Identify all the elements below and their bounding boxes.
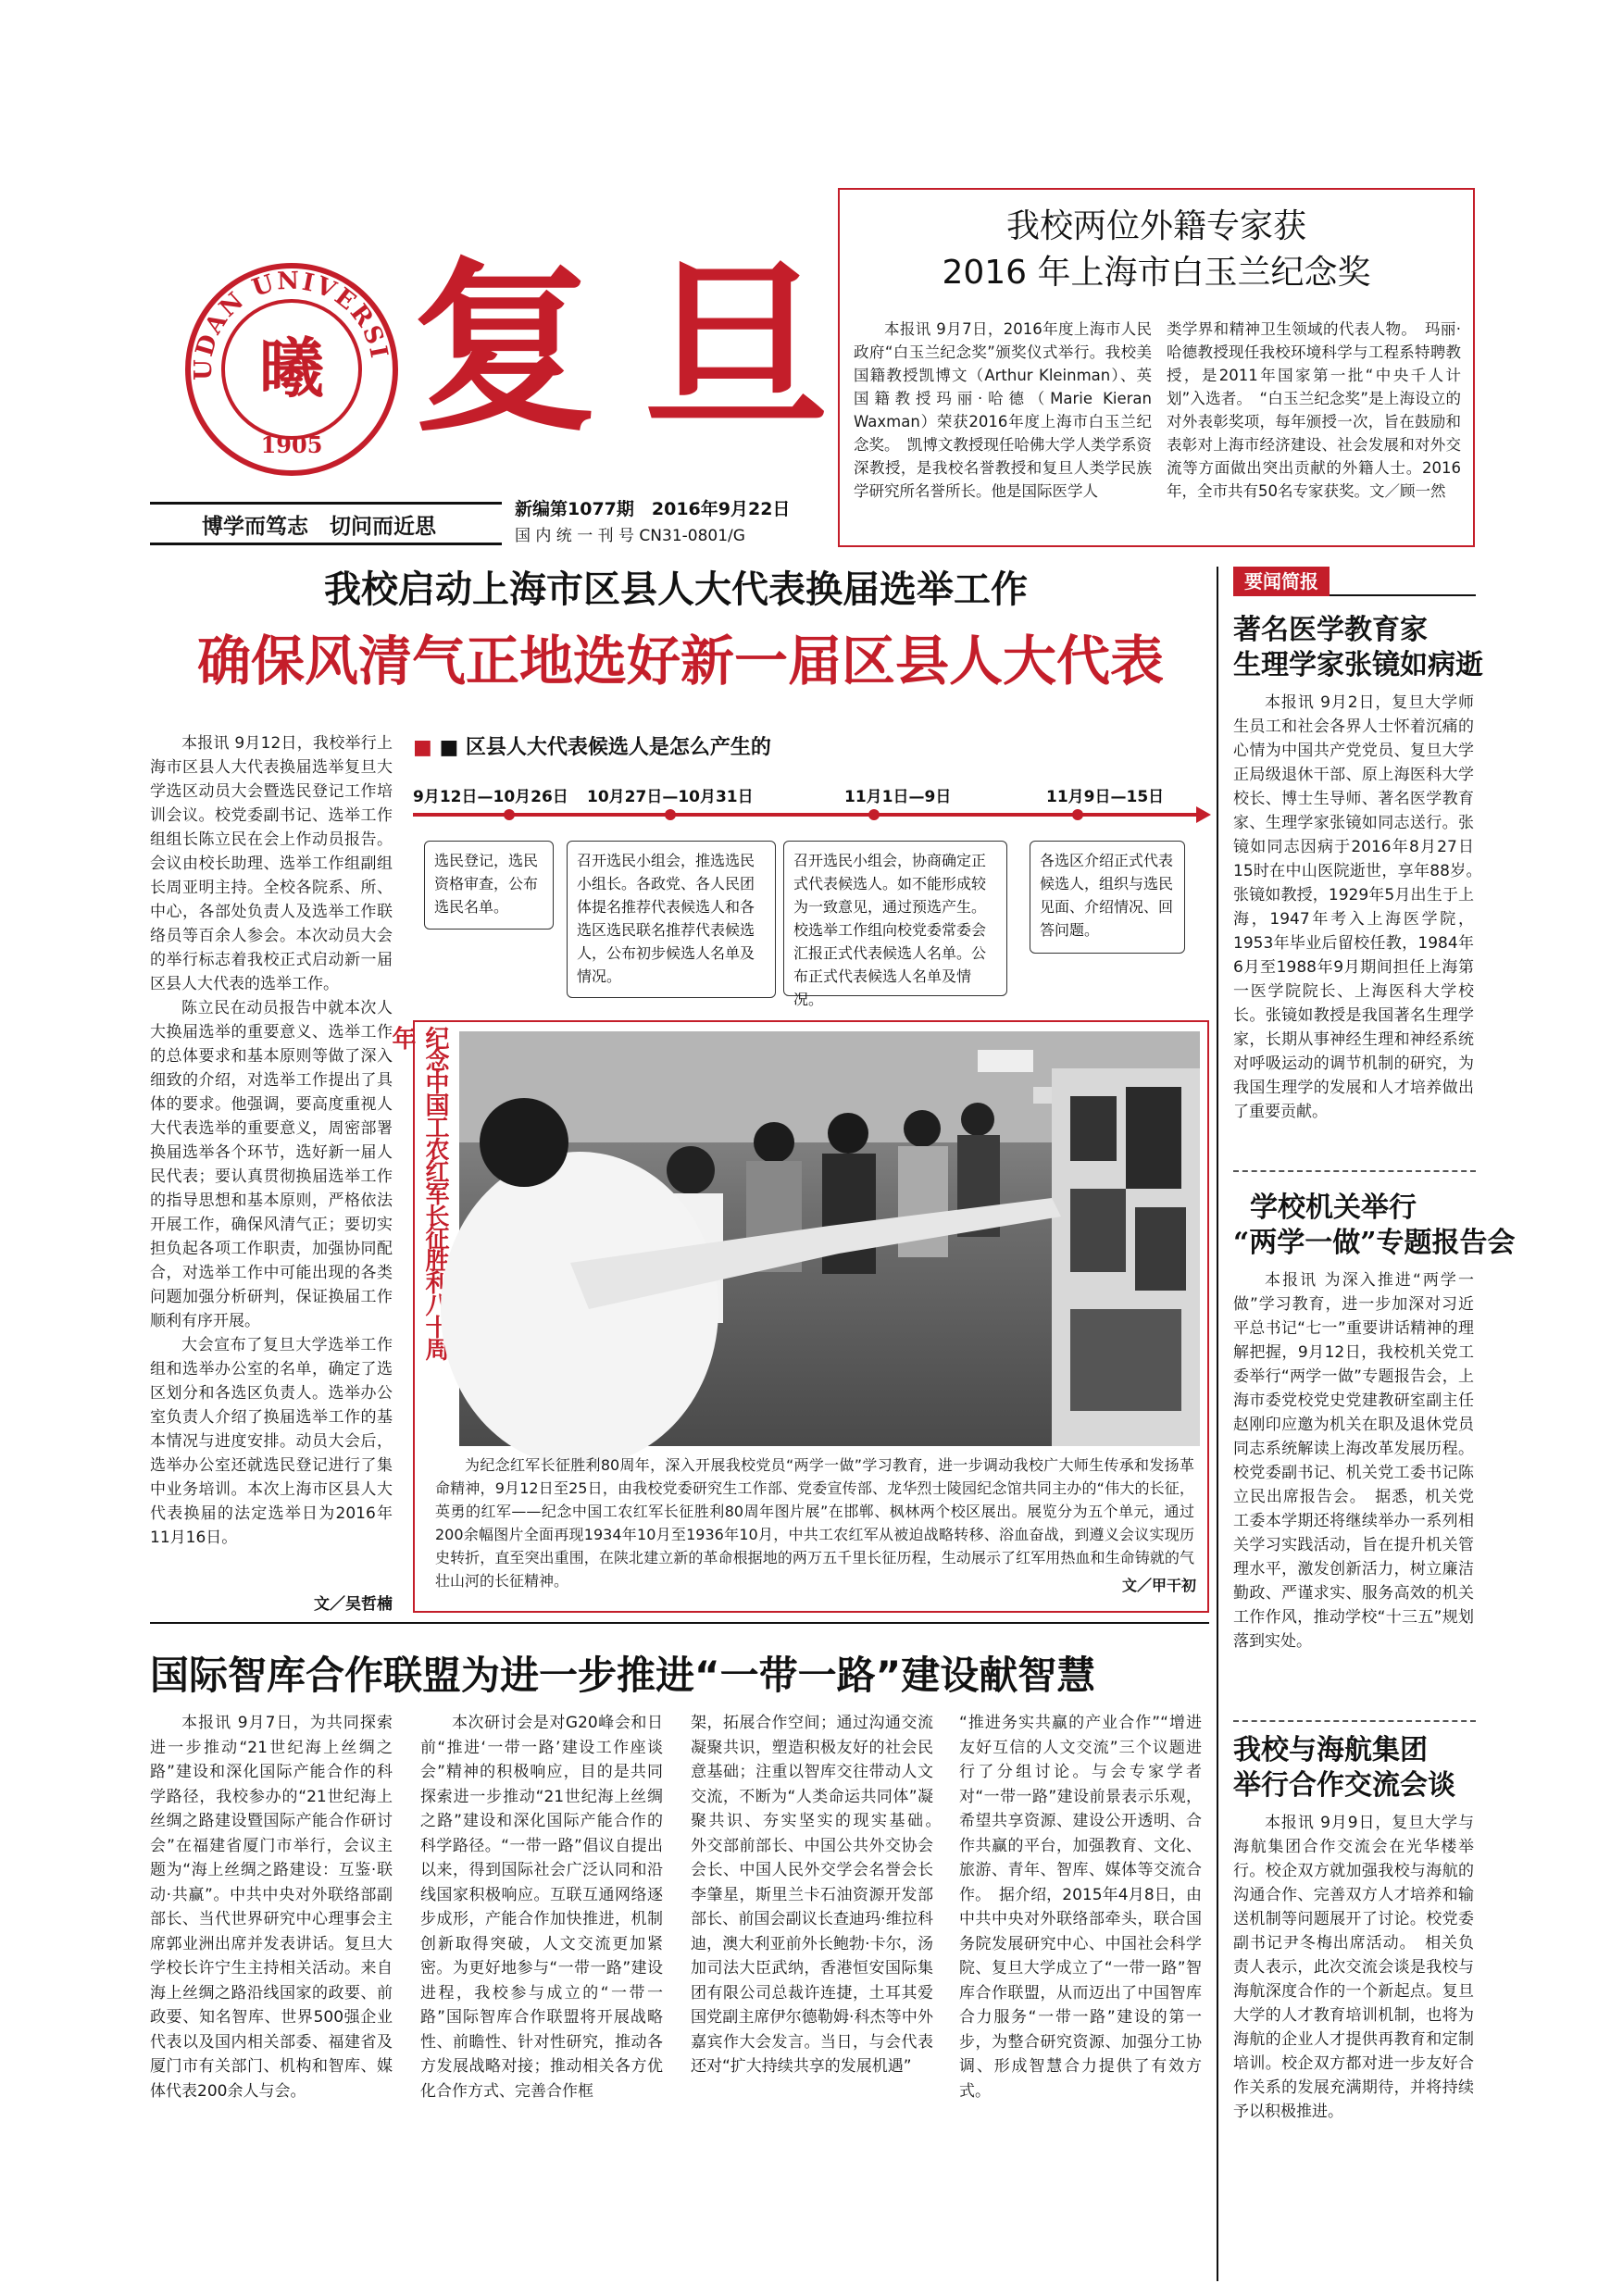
timeline-date-4: 11月9日—15日: [1046, 788, 1165, 806]
sidebar-item-2-text: 本报讯 为深入推进“两学一做”学习教育，进一步加深对习近平总书记“七一”重要讲话精神的理解把握，9月12日，我校机关党工委举行“两学一做”专题报告会，上海市委党校党史党建教研室副主任赵刚印应邀为机关在职及退休党员同志系统解读上海改革发展历程。校党委副书记、机关党工委书记陈立民出席报告会。 据悉，机关党工委本学期还将继续举办一系列相关学习实践活动，旨在提升机关管理水平，激发创新活力，树立廉洁勤政、严谨求实、服务高效的机关工作作风，推动学校“十三五”规划落到实处。: [1233, 1271, 1474, 1651]
timeline-box-2: [567, 841, 776, 998]
photo-icon: [459, 1031, 1200, 1446]
top-story-headline-2: 2016 年上海市白玉兰纪念奖: [942, 254, 1371, 292]
timeline-title-text: ■ 区县人大代表候选人是怎么产生的: [439, 736, 771, 759]
photo-caption: [435, 1454, 1194, 1592]
sidebar-label-rule: [1330, 594, 1476, 596]
timeline-text-1: 选民登记，选民资格审查，公布选民名单。: [434, 852, 539, 916]
timeline-square-icon: ■: [413, 736, 432, 759]
sidebar-item-1-text: 本报讯 9月2日，复旦大学师生员工和社会各界人士怀着沉痛的心情为中国共产党党员、复旦大学正局级退休干部、原上海医科大学校长、博士生导师、著名医学教育家、生理学家张镜如同志送行。张镜如同志因病于2016年8月27日15时在中山医院逝世，享年88岁。 张镜如教授，1929年5月出生于上海，1947年考入上海医学院，1953年毕业后留校任教，1984年6月至1988年9月期间担任上海第一医学院院长、上海医科大学校长。张镜如教授是我国著名生理学家，长期从事神经生理和神经系统对呼吸运动的调节机制的研究，为我国生理学的发展和人才培养做出了重要贡献。: [1233, 693, 1490, 1121]
timeline-date-1: 9月12日—10月26日: [413, 788, 568, 806]
bottom-col-4-text: “推进务实共赢的产业合作”“增进友好互信的人文交流”三个议题进行了分组讨论。与会专家学者对“一带一路”建设前景表示乐观，希望共享资源、建设公开透明、合作共赢的平台，加强教育、文化、旅游、青年、智库、媒体等交流合作。 据介绍，2015年4月8日，由中共中央对外联络部牵头，联合国务院发展研究中心、中国社会科学院、复旦大学成立了“一带一路”智库合作联盟，从而迈出了中国智库合力服务“一带一路”建设的第一步，为整合研究资源、加强分工协调、形成智慧合力提供了有效方式。: [959, 1714, 1202, 2101]
svg-text:FUDAN UNIVERSITY: UDAN UNIVERSI: [189, 267, 393, 381]
main-paragraph-1: 本报讯 9月12日，我校举行上海市区县人大代表换届选举复旦大学选区动员大会暨选民登记工作培训会议。校党委副书记、选举工作组组长陈立民在会上作动员报告。会议由校长助理、选举工作组副组长周亚明主持。全校各院系、所、中心，各部处负责人及选举工作联络员等百余人参会。本次动员大会的举行标志着我校正式启动新一届区县人大代表的选举工作。: [150, 734, 393, 993]
top-story-headline-1: 我校两位外籍专家获: [1005, 207, 1306, 245]
timeline-date-2: 10月27日—10月31日: [587, 788, 754, 806]
top-story-text: 本报讯 9月7日，2016年度上海市人民政府“白玉兰纪念奖”颁奖仪式举行。我校美国籍教授凯博文（Arthur Kleinman）、英国籍教授玛丽·哈德（Marie Kieran Waxman）荣获2016年度上海市白玉兰纪念奖。 凯博文教授现任哈佛大学人类学系资深教授，是我校名誉教授和复旦人类学民族学研究所名誉所长。他是国际医学人: [854, 320, 1152, 500]
timeline-arrow: [413, 804, 1211, 826]
sidebar-item-1-headline-1: 著名医学教育家: [1233, 614, 1428, 646]
photo-caption-text: 为纪念红军长征胜利80周年，深入开展我校党员“两学一做”学习教育，进一步调动我校广大师生传承和发扬革命精神，9月12日至25日，由我校党委研究生工作部、党委宣传部、龙华烈士陵园纪念馆共同主办的“伟大的长征，英勇的红军——纪念中国工农红军长征胜利80周年图片展”在邯郸、枫林两个校区展出。展览分为五个单元，通过200余幅图片全面再现1934年10月至1936年10月，中共工农红军从被迫战略转移、浴血奋战，到遵义会议实现历史转折，直至突出重围，在陕北建立新的革命根据地的两万五千里长征历程，生动展示了红军用热血和生命铸就的气壮山河的长征精神。: [435, 1456, 1194, 1590]
top-story-col-1: [854, 318, 1152, 540]
svg-text:曦: 曦: [259, 330, 324, 406]
bottom-col-1-text: 本报讯 9月7日，为共同探索进一步推动“21世纪海上丝绸之路”建设和深化国际产能合作的科学路径，我校参办的“21世纪海上丝绸之路建设暨国际产能合作研讨会”在福建省厦门市举行，会议主题为“海上丝绸之路建设：互鉴·联动·共赢”。中共中央对外联络部副部长、当代世界研究中心理事会主席郭业洲出席并发表讲话。复旦大学校长许宁生主持相关活动。来自海上丝绸之路沿线国家的政要、前政要、知名智库、世界500强企业代表以及国内相关部委、福建省及厦门市有关部门、机构和智库、媒体代表200余人与会。: [150, 1714, 393, 2101]
sidebar-item-2-headline-2: “两学一做”专题报告会: [1233, 1227, 1516, 1259]
main-author: 文／吴哲楠: [150, 1591, 393, 1614]
bottom-col-3-text: 架，拓展合作空间；通过沟通交流凝聚共识，塑造积极友好的社会民意基础；注重以智库交往带动人文交流，不断为“人类命运共同体”凝聚共识、夯实坚实的现实基础。 外交部前部长、中国公共外交协会会长、中国人民外交学会名誉会长李肇星，斯里兰卡石油资源开发部部长、前国会副议长查迪玛·维拉科迪，澳大利亚前外长鲍勃·卡尔，汤加司法大臣武纳，香港恒安国际集团有限公司总裁许连捷，土耳其爱国党副主席伊尔德勒姆·科杰等中外嘉宾作大会发言。当日，与会代表还对“扩大持续共享的发展机遇”: [691, 1714, 949, 2076]
timeline-title: [413, 731, 771, 760]
timeline-text-4: 各选区介绍正式代表候选人，组织与选民见面、介绍情况、回答问题。: [1040, 852, 1174, 939]
timeline-text-2: 召开选民小组会，推选选民小组长。各政党、各人民团体提名推荐代表候选人和各选区选民联名推荐代表候选人，公布初步候选人名单及情况。: [577, 852, 755, 985]
top-story-col-2: [1167, 318, 1461, 540]
timeline-text-3: 召开选民小组会，协商确定正式代表候选人。如不能形成较为一致意见，通过预选产生。校选举工作组向校党委常委会汇报正式代表候选人名单。公布正式代表候选人名单及情况。: [793, 852, 987, 1008]
newspaper-title: 复 旦: [412, 240, 819, 457]
bottom-col-2-text: 本次研讨会是对G20峰会和日前“推进‘一带一路’建设工作座谈会”精神的积极响应，目的是共同探索进一步推动“21世纪海上丝绸之路”建设和深化国际产能合作的科学路径。“一带一路”倡议自提出以来，得到国际社会广泛认同和沿线国家积极响应。互联互通网络逐步成形，产能合作加快推进，机制创新取得突破，人文交流更加紧密。为更好地参与“一带一路”建设进程，我校参与成立的“一带一路”国际智库合作联盟将开展战略性、前瞻性、针对性研究，推动各方发展战略对接；推动相关各方优化合作方式、完善合作框: [420, 1714, 663, 2101]
sidebar-item-1-headline-2: 生理学家张镜如病逝: [1233, 649, 1483, 681]
exhibition-photo: [459, 1031, 1200, 1446]
main-paragraph-3: 大会宣布了复旦大学选举工作组和选举办公室的名单，确定了选区划分和各选区负责人。选举办公室负责人介绍了换届选举工作的基本情况与进度安排。动员大会后，选举办公室还就选民登记进行了集中业务培训。本次上海市区县人大代表换届的法定选举日为2016年11月16日。: [150, 1336, 393, 1547]
sidebar-item-1-body: [1233, 691, 1490, 1152]
main-headline: 确保风清气正地选好新一届区县人大代表: [196, 630, 1164, 693]
sidebar-item-2-body: [1233, 1268, 1474, 1707]
sidebar-item-2-headline-1: 学校机关举行: [1250, 1192, 1417, 1224]
bottom-headline: 国际智库合作联盟为进一步推进“一带一路”建设献智慧: [150, 1653, 1096, 1698]
sidebar-separator-1: [1233, 1170, 1476, 1172]
main-paragraph-2: 陈立民在动员报告中就本次人大换届选举的重要意义、选举工作的总体要求和基本原则等做了深入细致的介绍，对选举工作提出了具体的要求。他强调，要高度重视人大代表选举的重要意义，周密部署换届选举各个环节，选好新一届人民代表；要认真贯彻换届选举工作的指导思想和基本原则，严格依法开展工作，确保风清气正；要切实担负起各项工作职责，加强协同配合，对选举工作中可能出现的各类问题加强分析研判，保证换届工作顺利有序开展。: [150, 999, 393, 1330]
bottom-col-2: [420, 1711, 663, 2281]
sidebar-item-3-text: 本报讯 9月9日，复旦大学与海航集团合作交流会在光华楼举行。校企双方就加强我校与海航的沟通合作、完善双方人才培养和输送机制等问题展开了讨论。校党委副书记尹冬梅出席活动。 相关负责人表示，此次交流会谈是我校与海航深度合作的一个新起点。复旦大学的人才教育培训机制，也将为海航的企业人才提供再教育和定制培训。校企双方都对进一步友好合作关系的发展充满期待，并将持续予以积极推进。: [1233, 1814, 1474, 2121]
sidebar-item-3-headline-1: 我校与海航集团: [1233, 1734, 1428, 1766]
sidebar-item-3-headline-2: 举行合作交流会谈: [1233, 1769, 1455, 1802]
timeline-box-3: [783, 841, 1007, 1008]
sidebar-label: [1233, 567, 1330, 596]
masthead-rule-top: [150, 502, 502, 505]
cn-line: 国 内 统 一 刊 号 CN31-0801/G: [515, 527, 745, 545]
sidebar-separator-2: [1233, 1720, 1476, 1722]
issue-line: 新编第1077期 2016年9月22日: [515, 499, 791, 519]
university-seal: [183, 261, 400, 478]
main-story-body: [150, 731, 393, 1618]
timeline-box-1: [424, 841, 554, 930]
seal-icon: [183, 261, 400, 478]
sidebar-label-text: 要闻简报: [1244, 570, 1318, 593]
svg-text:1905: 1905: [260, 431, 323, 458]
main-kicker: 我校启动上海市区县人大代表换届选举工作: [324, 568, 1028, 611]
bottom-col-3: [691, 1711, 949, 2281]
bottom-col-1: [150, 1711, 393, 2281]
photo-author: 文／甲干初: [1018, 1574, 1196, 1595]
bottom-col-4: [959, 1711, 1202, 2281]
top-story-text-cont: 类学界和精神卫生领域的代表人物。 玛丽·哈德教授现任我校环境科学与工程系特聘教授，是2011年国家第一批“中央千人计划”入选者。 “白玉兰纪念奖”是上海设立的对外表彰奖项，每年颁授一次，旨在鼓励和表彰对上海市经济建设、社会发展和对外交流等方面做出突出贡献的外籍人士。2016年，全市共有50名专家获奖。文／顾一然: [1167, 320, 1461, 500]
main-story-bottom-rule: [150, 1622, 1209, 1624]
motto: 博学而笃志 切问而近思: [202, 514, 436, 539]
masthead-rule-bottom: [150, 543, 502, 545]
photo-vertical-title-text: 纪念中国工农红军长征胜利八十周年: [388, 1026, 449, 1359]
sidebar-item-3-body: [1233, 1811, 1474, 2274]
sidebar-divider: [1217, 567, 1218, 2281]
timeline-box-4: [1030, 841, 1185, 954]
timeline-date-3: 11月1日—9日: [844, 788, 952, 806]
